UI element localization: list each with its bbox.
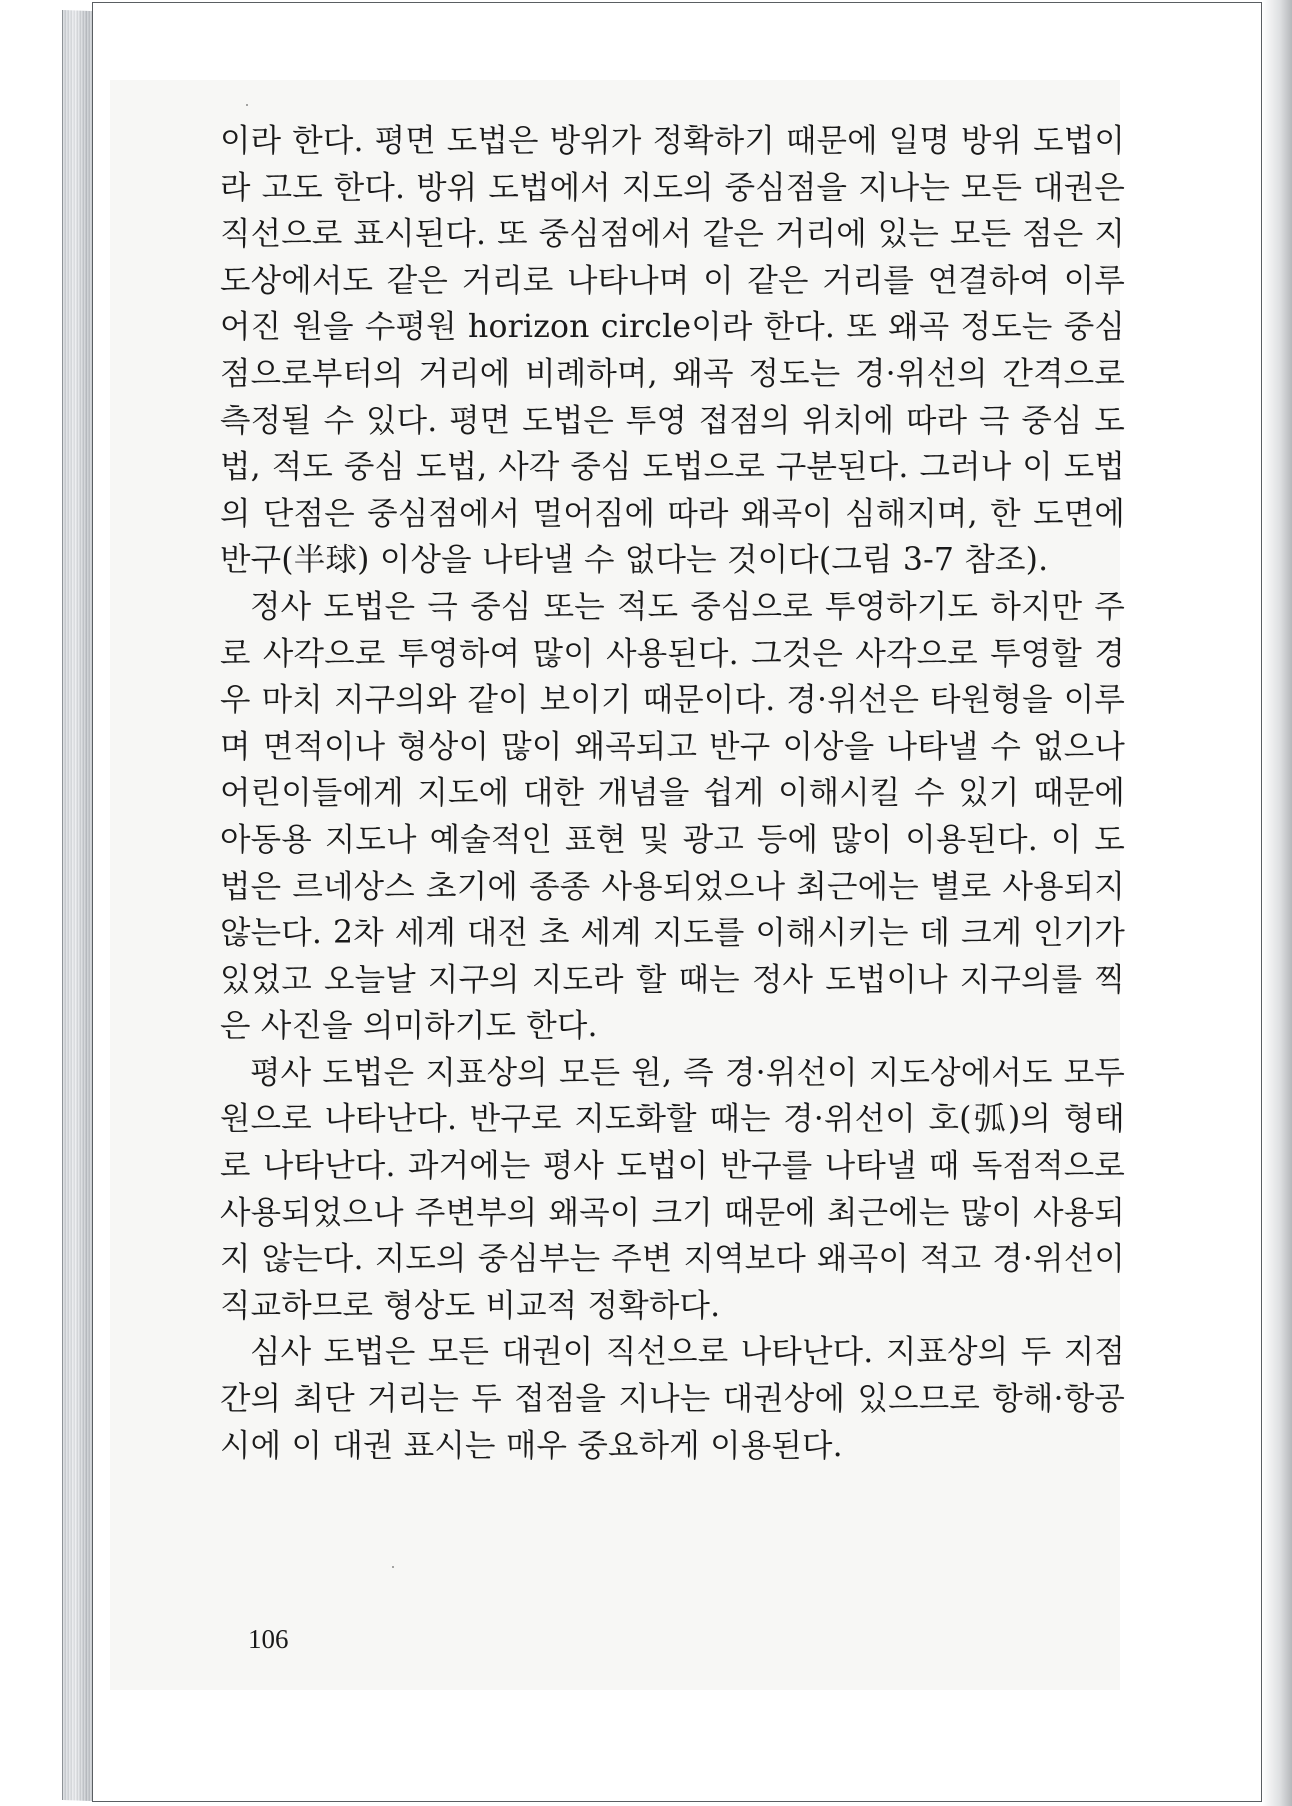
page-number: 106 xyxy=(248,1624,289,1654)
scan-speck xyxy=(246,104,248,106)
scan-speck xyxy=(392,1566,394,1568)
page-shadow xyxy=(1262,0,1292,1806)
paragraph: 심사 도법은 모든 대권이 직선으로 나타난다. 지표상의 두 지점 간의 최단 거리는 두 접점을 지나는 대권상에 있으므로 항해·항공시에 이 대권 표시는 매우 중요하게 이용된다. xyxy=(220,1334,1125,1464)
paragraph: 정사 도법은 극 중심 또는 적도 중심으로 투영하기도 하지만 주로 사각으로 투영하여 많이 사용된다. 그것은 사각으로 투영할 경우 마치 지구의와 같이 보이기 때문이다. 경·위선은 타원형을 이루며 면적이나 형상이 많이 왜곡되고 반구 이상을 나타낼 수 없으나 어린이들에게 지도에 대한 개념을 쉽게 이해시킬 수 있기 때문에 아동용 지도나 예술적인 표현 및 광고 등에 많이 이용된다. 이 도법은 르네상스 초기에 종종 사용되었으나 최근에는 별로 사용되지 않는다. 2차 세계 대전 초 세계 지도를 이해시키는 데 크게 인기가 있었고 오늘날 지구의 지도라 할 때는 정사 도법이나 지구의를 찍은 사진을 의미하기도 한다. xyxy=(220,588,1125,1045)
paragraph: 평사 도법은 지표상의 모든 원, 즉 경·위선이 지도상에서도 모두 원으로 나타난다. 반구로 지도화할 때는 경·위선이 호(弧)의 형태로 나타난다. 과거에는 평사 도법이 반구를 나타낼 때 독점적으로 사용되었으나 주변부의 왜곡이 크기 때문에 최근에는 많이 사용되지 않는다. 지도의 중심부는 주변 지역보다 왜곡이 적고 경·위선이 직교하므로 형상도 비교적 정확하다. xyxy=(220,1054,1125,1324)
body-text xyxy=(220,118,1125,1469)
paragraph: 이라 한다. 평면 도법은 방위가 정확하기 때문에 일명 방위 도법이라 고도 한다. 방위 도법에서 지도의 중심점을 지나는 모든 대권은 직선으로 표시된다. 또 중심점에서 같은 거리에 있는 모든 점은 지도상에서도 같은 거리로 나타나며 이 같은 거리를 연결하여 이루어진 원을 수평원 horizon circle이라 한다. 또 왜곡 정도는 중심점으로부터의 거리에 비례하며, 왜곡 정도는 경·위선의 간격으로 측정될 수 있다. 평면 도법은 투영 접점의 위치에 따라 극 중심 도법, 적도 중심 도법, 사각 중심 도법으로 구분된다. 그러나 이 도법의 단점은 중심점에서 멀어짐에 따라 왜곡이 심해지며, 한 도면에 반구(半球) 이상을 나타낼 수 없다는 것이다(그림 3-7 참조). xyxy=(220,123,1125,579)
